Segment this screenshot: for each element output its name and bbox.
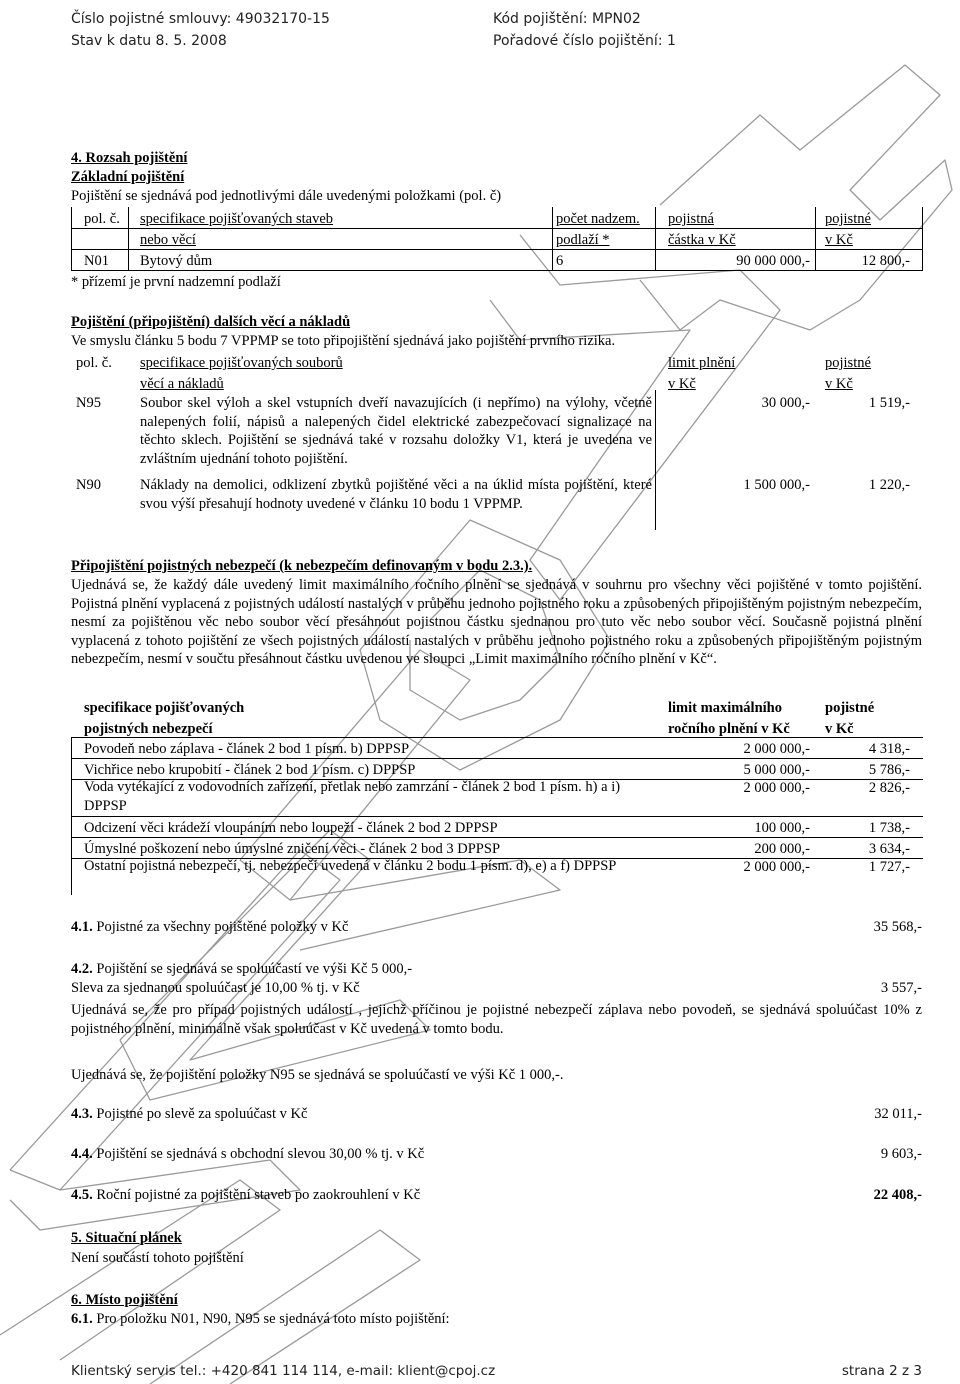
- t3-row3-spec: Voda vytékající z vodovodních zařízení, přetlak nebo zamrzání - článek 2 bod 1 písm. h) a i) DPPSP: [84, 779, 621, 814]
- s41-line: [71, 918, 348, 936]
- additional-insurance-intro: Ve smyslu článku 5 bodu 7 VPPMP se toto připojištění sjednává jako pojištění prvního rizika.: [71, 333, 616, 349]
- t2-row2-limit: 1 500 000,-: [743, 477, 810, 493]
- s43-value: 32 011,-: [874, 1106, 922, 1122]
- s42-paragraph-2: Ujednává se, že pojištění položky N95 se sjednává se spoluúčastí ve výši Kč 1 000,-.: [71, 1067, 564, 1083]
- t1-row-premium: 12 800,-: [861, 253, 910, 269]
- perils-paragraph: Ujednává se, že každý dále uvedený limit maximálního ročního plnění se sjednává v souhrnu pro všechny věci pojištěné v tomto pojištění. Pojistná plnění vyplacená z pojistných událostí nastalých v průběhu jednoho pojistného roku a způsobených připojištěným pojistným nebezpečím, nesmí za pojištěnou věc nebo soubor věcí přesáhnout pojistnou částku sjednanou pro tuto věc nebo soubor věcí. Současně pojistná plnění vyplacená z tohoto pojištění ze všech pojistných událostí nastalých v průběhu jednoho pojistného roku a způsobených připojištěným pojistným nebezpečím, nesmí v součtu přesáhnout částku uvedenou ve sloupci „Limit maximálního ročního plnění v Kč“.: [71, 577, 922, 667]
- section-5-title: 5. Situační plánek: [71, 1230, 182, 1246]
- t1-header-premium-1: pojistné: [825, 211, 871, 227]
- s42-text: Pojištění se sjednává se spoluúčastí ve výši Kč 5 000,-: [96, 961, 413, 977]
- t2-header-premium-1: pojistné: [825, 355, 871, 371]
- t3-row3-premium: 2 826,-: [868, 780, 910, 796]
- s41-value: 35 568,-: [873, 919, 922, 935]
- t3-row6-spec: Ostatní pojistná nebezpečí, tj. nebezpečí uvedená v článku 2 bodu 1 písm. d), e) a f) DPPSP: [84, 858, 617, 874]
- s41-text: Pojistné za všechny pojištěné položky v Kč: [96, 919, 349, 935]
- t1-header-sum-2: částka v Kč: [668, 232, 736, 248]
- t2-header-premium-2: v Kč: [825, 376, 853, 392]
- s45-value: 22 408,-: [873, 1187, 922, 1203]
- t1-header-pol: pol. č.: [84, 211, 120, 227]
- t3-row4-spec: Odcizení věci krádeží vloupáním nebo loupeží - článek 2 bod 2 DPPSP: [84, 820, 498, 836]
- t2-row1-premium: 1 519,-: [868, 395, 910, 411]
- t3-row5-premium: 3 634,-: [868, 841, 910, 857]
- section-6-title: 6. Místo pojištění: [71, 1292, 178, 1308]
- s41-label: 4.1.: [71, 919, 93, 935]
- t2-row2-spec: Náklady na demolici, odklizení zbytků pojištěné věci a na úklid místa pojištění, které svou výší přesahují hodnoty uvedené v článku 10 bodu 1 VPPMP.: [140, 477, 652, 512]
- t3-row5-limit: 200 000,-: [754, 841, 810, 857]
- t3-header-spec-1: specifikace pojišťovaných: [84, 700, 245, 716]
- t2-row2-premium: 1 220,-: [868, 477, 910, 493]
- t2-row2-pol: N90: [76, 477, 101, 493]
- t3-row6-premium: 1 727,-: [868, 859, 910, 875]
- perils-title: Připojištění pojistných nebezpečí (k nebezpečím definovaným v bodu 2.3.).: [71, 558, 533, 574]
- s45-text: Roční pojistné za pojištění staveb po zaokrouhlení v Kč: [96, 1187, 421, 1203]
- s42-paragraph-1: Ujednává se, že pro případ pojistných událostí , jejichž příčinou je pojistné nebezpečí záplava nebo povodeň, se sjednává spoluúčast 10% z pojistného plnění, minimálně však spoluúčast v Kč uvedená v tomto bodu.: [71, 1002, 922, 1037]
- state-date: Stav k datu 8. 5. 2008: [71, 33, 227, 49]
- t1-header-premium-2: v Kč: [825, 232, 853, 248]
- t3-header-limit-1: limit maximálního: [668, 700, 782, 716]
- t1-row-spec: Bytový dům: [140, 253, 213, 269]
- t3-header-premium-2: v Kč: [825, 721, 854, 737]
- t3-row5-spec: Úmyslné poškození nebo úmyslné zničení věci - článek 2 bod 3 DPPSP: [84, 841, 501, 857]
- additional-insurance-title: Pojištění (připojištění) dalších věcí a nákladů: [71, 314, 351, 330]
- s43-text: Pojistné po slevě za spoluúčast v Kč: [96, 1106, 308, 1122]
- t3-row1-spec: Povodeň nebo záplava - článek 2 bod 1 písm. b) DPPSP: [84, 741, 410, 757]
- t3-row3-limit: 2 000 000,-: [743, 780, 810, 796]
- t3-row4-limit: 100 000,-: [754, 820, 810, 836]
- s45-line: [71, 1186, 420, 1204]
- t1-header-sum-1: pojistná: [668, 211, 714, 227]
- s43-label: 4.3.: [71, 1106, 93, 1122]
- section-4-title: 4. Rozsah pojištění: [71, 150, 188, 166]
- basic-insurance-subtitle: Základní pojištění: [71, 169, 185, 185]
- t2-header-spec-1: specifikace pojišťovaných souborů: [140, 355, 343, 371]
- t3-row1-limit: 2 000 000,-: [743, 741, 810, 757]
- t2-row1-spec: Soubor skel výloh a skel vstupních dveří navazujících (i nepřímo) na výlohy, včetně nalepených folií, nápisů a nalepených čidel elektrické zabezpečovací signalizace na těchto sklech. Pojištění se sjednává také v rozsahu doložky V1, která je uvedena ve zvláštním ujednání tohoto pojištění.: [140, 395, 652, 467]
- s44-label: 4.4.: [71, 1146, 93, 1162]
- contract-number: Číslo pojistné smlouvy: 49032170-15: [71, 11, 330, 27]
- t3-row2-spec: Vichřice nebo krupobití - článek 2 bod 1 písm. c) DPPSP: [84, 762, 416, 778]
- s45-label: 4.5.: [71, 1187, 93, 1203]
- t1-header-floors-1: počet nadzem.: [556, 211, 640, 227]
- s61-label: 6.1.: [71, 1311, 93, 1327]
- s42-discount-value: 3 557,-: [880, 980, 922, 996]
- s44-line: [71, 1145, 424, 1163]
- t3-row6-limit: 2 000 000,-: [743, 859, 810, 875]
- t2-row1-pol: N95: [76, 395, 101, 411]
- t1-row-sum: 90 000 000,-: [736, 253, 810, 269]
- t1-row-floors: 6: [556, 253, 564, 269]
- t3-row4-premium: 1 738,-: [868, 820, 910, 836]
- t3-row1-premium: 4 318,-: [868, 741, 910, 757]
- s42-discount-text: Sleva za sjednanou spoluúčast je 10,00 % tj. v Kč: [71, 980, 360, 996]
- s42-line: [71, 960, 412, 978]
- s61-line: [71, 1310, 450, 1328]
- s61-text: Pro položku N01, N90, N95 se sjednává toto místo pojištění:: [96, 1311, 450, 1327]
- insurance-code: Kód pojištění: MPN02: [493, 11, 641, 27]
- t1-header-spec-1: specifikace pojišťovaných staveb: [140, 211, 334, 227]
- t3-header-spec-2: pojistných nebezpečí: [84, 721, 213, 737]
- t3-header-premium-1: pojistné: [825, 700, 875, 716]
- t2-header-limit-2: v Kč: [668, 376, 696, 392]
- basic-insurance-intro: Pojištění se sjednává pod jednotlivými dále uvedenými položkami (pol. č): [71, 188, 502, 204]
- t2-header-limit-1: limit plnění: [668, 355, 736, 371]
- order-number: Pořadové číslo pojištění: 1: [493, 33, 676, 49]
- footer-page-number: strana 2 z 3: [841, 1363, 922, 1379]
- t3-row2-limit: 5 000 000,-: [743, 762, 810, 778]
- floors-note: * přízemí je první nadzemní podlaží: [71, 274, 281, 290]
- section-5-text: Není součástí tohoto pojištění: [71, 1250, 244, 1266]
- t1-header-floors-2: podlaží *: [556, 232, 610, 248]
- t2-row1-limit: 30 000,-: [761, 395, 810, 411]
- t3-header-limit-2: ročního plnění v Kč: [668, 721, 790, 737]
- t1-row-pol: N01: [84, 253, 109, 269]
- footer-service: Klientský servis tel.: +420 841 114 114, e-mail: klient@cpoj.cz: [71, 1363, 496, 1379]
- t2-header-spec-2: věcí a nákladů: [140, 376, 224, 392]
- t1-header-spec-2: nebo věcí: [140, 232, 196, 248]
- s43-line: [71, 1105, 307, 1123]
- s44-value: 9 603,-: [880, 1146, 922, 1162]
- s44-text: Pojištění se sjednává s obchodní slevou 30,00 % tj. v Kč: [96, 1146, 425, 1162]
- s42-label: 4.2.: [71, 961, 93, 977]
- t3-row2-premium: 5 786,-: [868, 762, 910, 778]
- t2-header-pol: pol. č.: [76, 355, 112, 371]
